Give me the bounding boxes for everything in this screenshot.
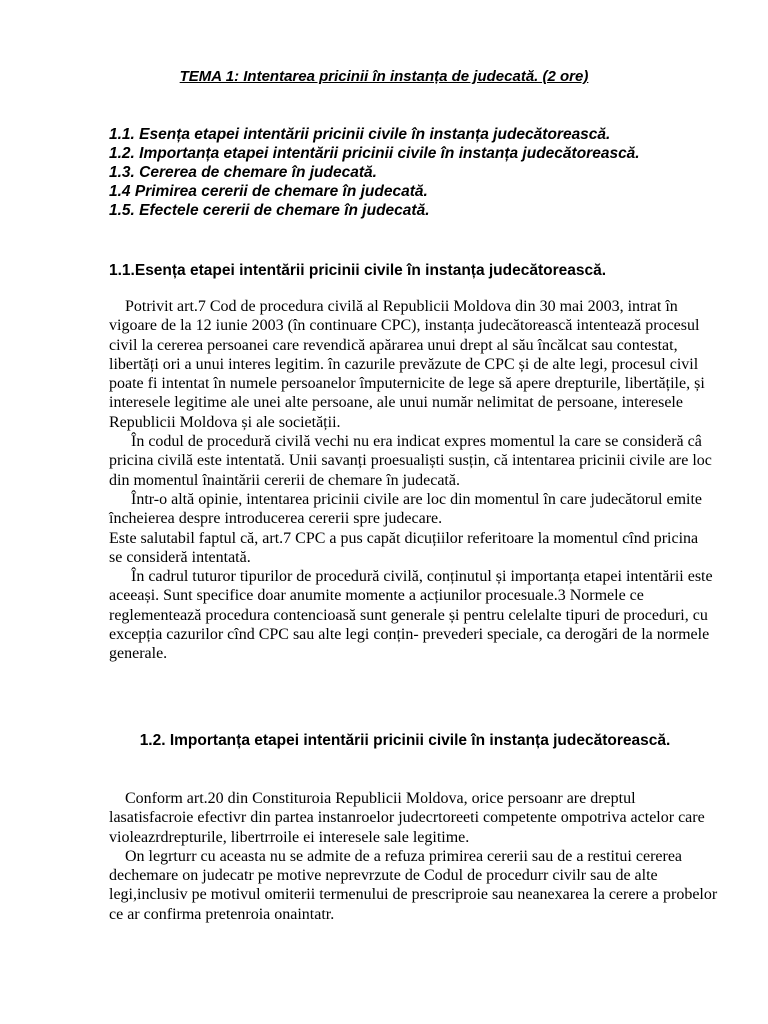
document-title: TEMA 1: Intentarea pricinii în instanța de judecată. (2 ore) (179, 68, 589, 85)
paragraph: Este salutabil faptul că, art.7 CPC a pus capăt dicuțiilor referitoare la momentul cînd pricina se consideră intentată. (109, 529, 699, 566)
paragraph: Într-o altă opinie, intentarea pricinii civile are loc din momentul în care judecătorul emite încheierea despre introducerea cererii spre judecare. (109, 490, 703, 528)
toc-item: 1.2. Importanța etapei intentării pricinii civile în instanța judecătorească. (109, 145, 640, 162)
toc-item: 1.1. Esența etapei intentării pricinii civile în instanța judecătorească. (109, 126, 611, 143)
paragraph: În cadrul tuturor tipurilor de procedură civilă, conținutul și importanța etapei intentării este aceeași. Sunt specifice doar anumite momente a acțiunilor procesuale.3 Normele ce reglementează procedura contencioasă sunt generale și pentru celelalte tipuri de proceduri, cu excepția cazurilor cînd CPC sau alte legi conțin- prevederi speciale, ca derogări de la normele generale. (109, 568, 713, 663)
toc-item: 1.3. Cererea de chemare în judecată. (109, 164, 377, 181)
toc-item: 1.5. Efectele cererii de chemare în judecată. (109, 202, 430, 219)
table-of-contents (109, 125, 719, 220)
toc-item: 1.4 Primirea cererii de chemare în judecată. (109, 183, 428, 200)
paragraph: On legrturr cu aceasta nu se admite de a refuza primirea cererii sau de a restitui cererea dechemare on judecatr pe motive neprevrzute de Codul de procedurr civilr sau de alte legi,inclusiv pe motivul omiterii termenului de prescriproie sau neanexarea la cerere a probelor ce ar confirma pretenroia onaintatr. (109, 847, 718, 923)
section-heading: 1.1.Esența etapei intentării pricinii civile în instanța judecătorească. (109, 262, 607, 279)
paragraph: În codul de procedură civilă vechi nu era indicat expres momentul la care se consideră câ pricina civilă este intentată. Unii savanți proesualiști susțin, că intentarea pricinii civile are loc din momentul înaintării cererii de chemare în judecată. (109, 433, 712, 489)
section-body (109, 789, 721, 924)
section-heading: 1.2. Importanța etapei intentării pricinii civile în instanța judecătorească. (139, 732, 671, 749)
paragraph: Conform art.20 din Constituroia Republicii Moldova, orice persoanr are dreptul lasatisfacroie efectivr din partea instanroelor judecrtoreeti competente ompotriva actelor care violeazrdrepturile, libertrroile ei interesele sale legitime. (109, 790, 705, 846)
section-body (109, 297, 715, 664)
paragraph: Potrivit art.7 Cod de procedura civilă al Republicii Moldova din 30 mai 2003, intrat în vigoare de la 12 iunie 2003 (în continuare CPC), instanța judecătorească intentează procesul civil la cererea persoanei care revendică apărarea unui drept al său încălcat sau contestat, libertăți ori a unui interes legitim. în cazurile prevăzute de CPC și de alte legi, procesul civil poate fi intentat în numele persoanelor împuternicite de lege să apere drepturile, libertățile, și interesele legitime ale unei alte persoane, ale unui număr nelimitat de persoane, interesele Republicii Moldova și ale societății. (109, 298, 705, 431)
